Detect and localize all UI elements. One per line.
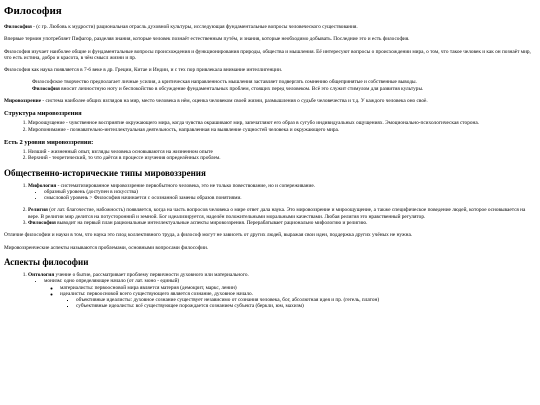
list-item: 2. Миропонимание - познавательно-интеллектуальная деятельность, направленная на выявление сущностей человека и окружающего мира. [28, 127, 536, 133]
structure-list [4, 120, 536, 133]
mythology-text: - систематизированное мировоззрение первобытного человека, это не только повествование, но и сопереживание. [56, 182, 316, 189]
list-item-philosophy [28, 220, 536, 226]
term-mythology: Мифология [28, 182, 57, 189]
list-item-idealists [60, 291, 536, 310]
levels-list [4, 149, 536, 162]
page-title: Философия [4, 5, 62, 17]
intro-origin: Философия как наука появляется в 7-6 веке в др. Греции, Китае и Индии, и с тех пор привлекала внимание интеллигенции. [4, 67, 283, 74]
list-item: • смысловой уровень > Философия начинается с осознанной замены образов понятиями. [44, 195, 536, 201]
mythology-sublist [28, 189, 536, 202]
quote-line-1: Философское творчество предполагает личные усилия, а критическая направленность мышления заставляет подвергать сомнению общепринятые и собственные выводы. [32, 79, 417, 86]
term-philosophy-type: Философия [28, 220, 56, 227]
quote-term: Философия [32, 85, 60, 92]
term-ontology: Онтология [28, 271, 55, 278]
definition-text: - (с гр. Любовь к мудрости) рациональная отрасль духовной культуры, исследующая фундаментальные вопросы человеческого существования. [31, 24, 358, 30]
worldview-text: - система наиболее общих взглядов на мир, место человека в нём, оценка человеком своей жизни, размышления о судьбе человечества и т.д. У каждого человека оно своё. [41, 98, 428, 105]
quote-line-2-text: вносит личностную ноту и беспокойство в обсуждение фундаментальных проблем, стоящих перед человеком. Всё это служит стимулом для развития культуры. [59, 85, 424, 92]
idealists-text: идеалисты: первоосновой всего существующего является сознание, духовное начало. [60, 290, 253, 297]
types-list [4, 183, 536, 227]
ontology-sublist [28, 278, 536, 309]
religion-text: (от лат. благочестие, набожность) появляется, когда на часть вопросов человека о мире ответ дала наука. Это мировоззрение и мироощущение, а также специфическое поведение людей, которое основывается на вере. В религии мир делится на потусторонний и земной. Бог идеализируется, наделён положительными моральными качествами. Любая религия это нравственный регулятор. [28, 207, 526, 220]
worldview-definition [4, 98, 536, 104]
levels-heading: Есть 2 уровня мировоззрения: [4, 138, 94, 146]
term-philosophy: Философия [4, 24, 32, 30]
list-item-mythology [28, 183, 536, 202]
difference-paragraph: Отличие философии и науки в том, что наука это плод коллективного труда, а философ могут не зависеть от других людей, выражая свои идеи, поддержка других учёных не нужна. [4, 232, 413, 239]
list-item: 1. Низший - жизненный опыт, взгляды человека основываются на жизненном опыте [28, 149, 536, 155]
list-item: ▪ субъективные идеалисты: всё существующее порождается сознанием субъекта (беркли, юм, махизм) [76, 303, 536, 309]
monism-sublist [44, 285, 536, 310]
list-item: • образный уровень (доступен в искусства) [44, 189, 536, 195]
list-item-ontology [28, 272, 536, 310]
list-item: 1. Мироощущение - чувственное восприятие окружающего мира, когда чувства окрашивают мир, запечатляют его образ в сугубо индивидуальных ощущениях. Эмоционально-психологическая сторона. [28, 120, 536, 126]
list-item: ▪ объективные идеалисты: духовное сознание существует независимо от сознания человека, бог, абсолютная идея и пр. (гегель, платон) [76, 297, 536, 303]
idealists-sublist [60, 297, 536, 310]
quote-line-2 [32, 86, 536, 92]
intro-studies: Философия изучает наиболее общие и фундаментальные вопросы происхождения и функционирования природы, общества и мышления. Её интересуют вопросы о происхождении мира, о том, что такое человек и как он познаёт мир, что есть истина, добро и красота, в чём смысл жизни и пр. [4, 48, 531, 61]
list-item: ◦ материалисты: первоосновой мира является материя (демокрит, маркс, ленин) [60, 285, 536, 291]
intro-pythagoras: Впервые термин употребляет Пифагор, разделяя знания, которые человек познаёт естественным путём, и знания, которые необходимо добывать. Последние это и есть философия. [4, 36, 410, 43]
list-item-religion [28, 207, 536, 220]
quote-block [32, 79, 536, 92]
ontology-text: учение о бытие, рассматривает проблему первичности духовного или материального. [54, 271, 249, 278]
monism-text: монизм: одно определяющее начало (от лат. моно - единый) [44, 278, 180, 285]
list-item-monism [44, 278, 536, 309]
types-heading: Общественно-исторические типы мировоззрения [4, 167, 206, 178]
intro-definition [4, 24, 536, 30]
problems-paragraph: Мировоззренческие аспекты называются проблемами, основными вопросами философии. [4, 244, 209, 251]
aspects-heading: Аспекты философии [4, 256, 89, 267]
structure-heading: Структура мировоззрения [4, 110, 82, 118]
philosophy-type-text: выводит на первый план рациональные интеллектуальные аспекты мировоззрения. Перерабатывает рационально мифологию и религию. [55, 220, 368, 227]
aspects-list [4, 272, 536, 310]
list-item: 2. Верхний - теоретический, то что даётся в процессе изучения определённых проблем. [28, 155, 536, 161]
term-religion: Религия [28, 207, 48, 214]
term-worldview: Мировоззрение [4, 98, 42, 105]
